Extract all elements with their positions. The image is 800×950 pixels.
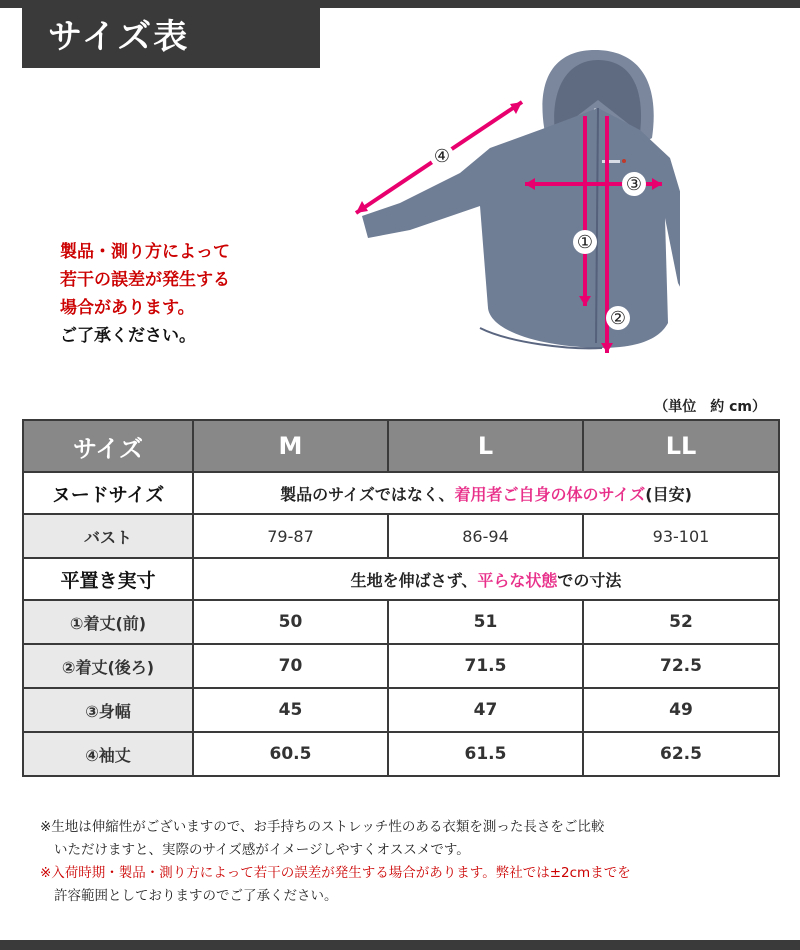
row-value-ll: 49 [583,688,779,732]
row-value-m: 50 [193,600,388,644]
footnote-line-4: 許容範囲としておりますのでご了承ください。 [54,888,338,904]
notice-line-2: 若干の誤差が発生する [60,270,230,290]
footnote-line-3: ※入荷時期・製品・測り方によって若干の誤差が発生する場合があります。弊社では±2cmまでを [40,865,631,881]
nude-section-row [23,472,779,514]
row-label: ①着丈(前) [23,600,193,644]
row-label: ④袖丈 [23,732,193,776]
row-value-l: 71.5 [388,644,583,688]
label-4: ④ [433,146,451,167]
row-value-m: 70 [193,644,388,688]
notice-line-3: 場合があります。 [60,298,195,318]
header-row [23,420,779,472]
row-label: ②着丈(後ろ) [23,644,193,688]
row-value-m: 45 [193,688,388,732]
bust-m: 79-87 [193,514,388,558]
row-value-l: 51 [388,600,583,644]
row-value-m: 60.5 [193,732,388,776]
garment-diagram [340,38,680,368]
footnote-line-1: ※生地は伸縮性がございますので、お手持ちのストレッチ性のある衣類を測った長さをご比較 [40,819,605,835]
notice-block [60,238,340,350]
bust-row [23,514,779,558]
flat-section-row [23,558,779,600]
bottom-bar [0,940,800,950]
footnotes [40,816,780,908]
size-table [22,419,780,777]
footnote-line-2: いただけますと、実際のサイズ感がイメージしやすくオススメです。 [54,842,470,858]
header-label: サイズ [23,420,193,472]
flat-section-label: 平置き実寸 [23,558,193,600]
bust-l: 86-94 [388,514,583,558]
row-value-l: 61.5 [388,732,583,776]
label-1: ① [576,232,594,253]
bust-label: バスト [23,514,193,558]
row-value-ll: 72.5 [583,644,779,688]
row-value-ll: 52 [583,600,779,644]
row-value-l: 47 [388,688,583,732]
table-row [23,732,779,776]
header-size-l: L [388,420,583,472]
table-row [23,644,779,688]
header-size-m: M [193,420,388,472]
bust-ll: 93-101 [583,514,779,558]
nude-section-note: 製品のサイズではなく、着用者ご自身の体のサイズ(目安) [193,472,779,514]
page-title: サイズ表 [22,6,320,68]
unit-note: （単位 約 cm） [654,399,766,415]
table-row [23,688,779,732]
row-label: ③身幅 [23,688,193,732]
nude-section-label: ヌードサイズ [23,472,193,514]
label-3: ③ [625,174,643,195]
notice-line-4: ご了承ください。 [60,326,196,346]
header-size-ll: LL [583,420,779,472]
label-2: ② [609,308,627,329]
flat-section-note: 生地を伸ばさず、平らな状態での寸法 [193,558,779,600]
row-value-ll: 62.5 [583,732,779,776]
table-row [23,600,779,644]
garment-body [362,108,680,348]
notice-line-1: 製品・測り方によって [60,242,230,262]
